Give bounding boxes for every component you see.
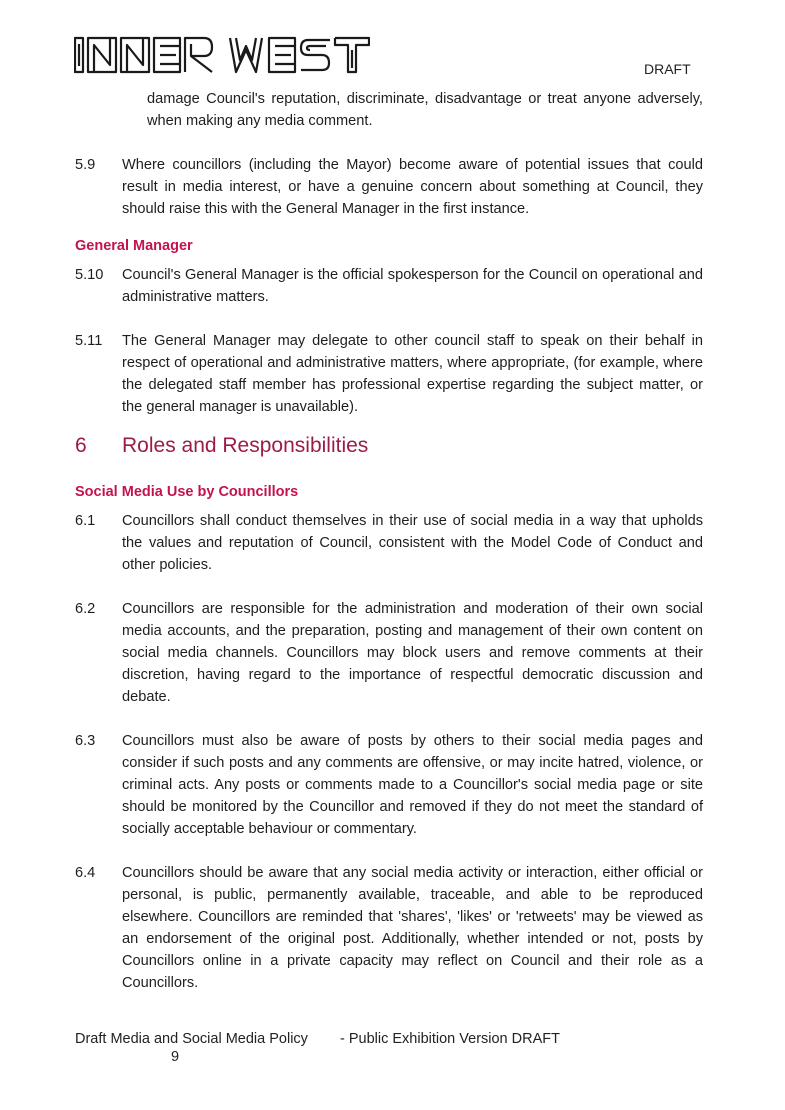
- footer-document-title: Draft Media and Social Media Policy: [75, 1031, 308, 1047]
- continued-paragraph-text: damage Council's reputation, discriminate, disadvantage or treat anyone adversely, when making any media comment.: [147, 91, 703, 129]
- clause-5-11: [75, 330, 703, 418]
- clause-text: The General Manager may delegate to other council staff to speak on their behalf in respect of operational and administrative matters, where appropriate, (for example, where the delegated staff member has professional expertise regarding the subject matter, or the general manager is unavailable).: [122, 333, 703, 415]
- clause-text: Councillors are responsible for the administration and moderation of their own social media accounts, and the preparation, posting and management of their own content on social media channels. Councillors may block users and remove comments at their discretion, having regard to the importance of respectful democratic discussion and debate.: [122, 601, 703, 705]
- footer-version: - Public Exhibition Version DRAFT: [339, 1031, 560, 1047]
- document-body: [75, 88, 703, 994]
- clause-number: 6.2: [75, 601, 96, 617]
- page-footer: [75, 1031, 560, 1065]
- clause-number: 6.1: [75, 513, 96, 529]
- clause-text: Councillors shall conduct themselves in their use of social media in a way that upholds the values and reputation of Council, consistent with the Model Code of Conduct and other policies.: [122, 513, 703, 573]
- draft-label: DRAFT: [644, 61, 691, 77]
- section-number: 6: [75, 434, 87, 457]
- clause-text: Councillors must also be aware of posts by others to their social media pages and consider if such posts and any comments are offensive, or may incite hatred, violence, or criminal acts. Any posts or comments made to a Councillor's social media page or site should be monitored by the Councillor and removed if they do not meet the standard of socially acceptable behaviour or commentary.: [122, 733, 703, 837]
- clause-number: 5.10: [75, 267, 104, 283]
- subheading-social-media-use: Social Media Use by Councillors: [75, 484, 299, 500]
- clause-6-4: [75, 862, 703, 994]
- subheading-general-manager: General Manager: [75, 238, 193, 254]
- page-number: 9: [171, 1049, 180, 1065]
- clause-5-9: [75, 154, 703, 220]
- clause-text: Councillors should be aware that any social media activity or interaction, either official or personal, is public, permanently available, traceable, and able to be reproduced elsewhere. Councillors are reminded that 'shares', 'likes' or 'retweets' may be viewed as an endorsement of the original post. Additionally, whether intended or not, posts by Councillors online in a private capacity may reflect on Council and their role as a Councillors.: [122, 865, 703, 991]
- clause-6-2: [75, 598, 703, 708]
- section-heading-6: [75, 432, 703, 460]
- clause-5-10: [75, 264, 703, 308]
- clause-number: 6.3: [75, 733, 96, 749]
- clause-text: Council's General Manager is the official spokesperson for the Council on operational and administrative matters.: [122, 267, 703, 305]
- clause-text: Where councillors (including the Mayor) become aware of potential issues that could result in media interest, or have a genuine concern about something at Council, they should raise this with the General Manager in the first instance.: [122, 157, 703, 217]
- clause-number: 5.9: [75, 157, 96, 173]
- section-title: Roles and Responsibilities: [122, 434, 369, 457]
- clause-6-1: [75, 510, 703, 576]
- inner-west-logo: [74, 36, 370, 74]
- clause-6-3: [75, 730, 703, 840]
- clause-number: 5.11: [75, 333, 103, 349]
- clause-number: 6.4: [75, 865, 96, 881]
